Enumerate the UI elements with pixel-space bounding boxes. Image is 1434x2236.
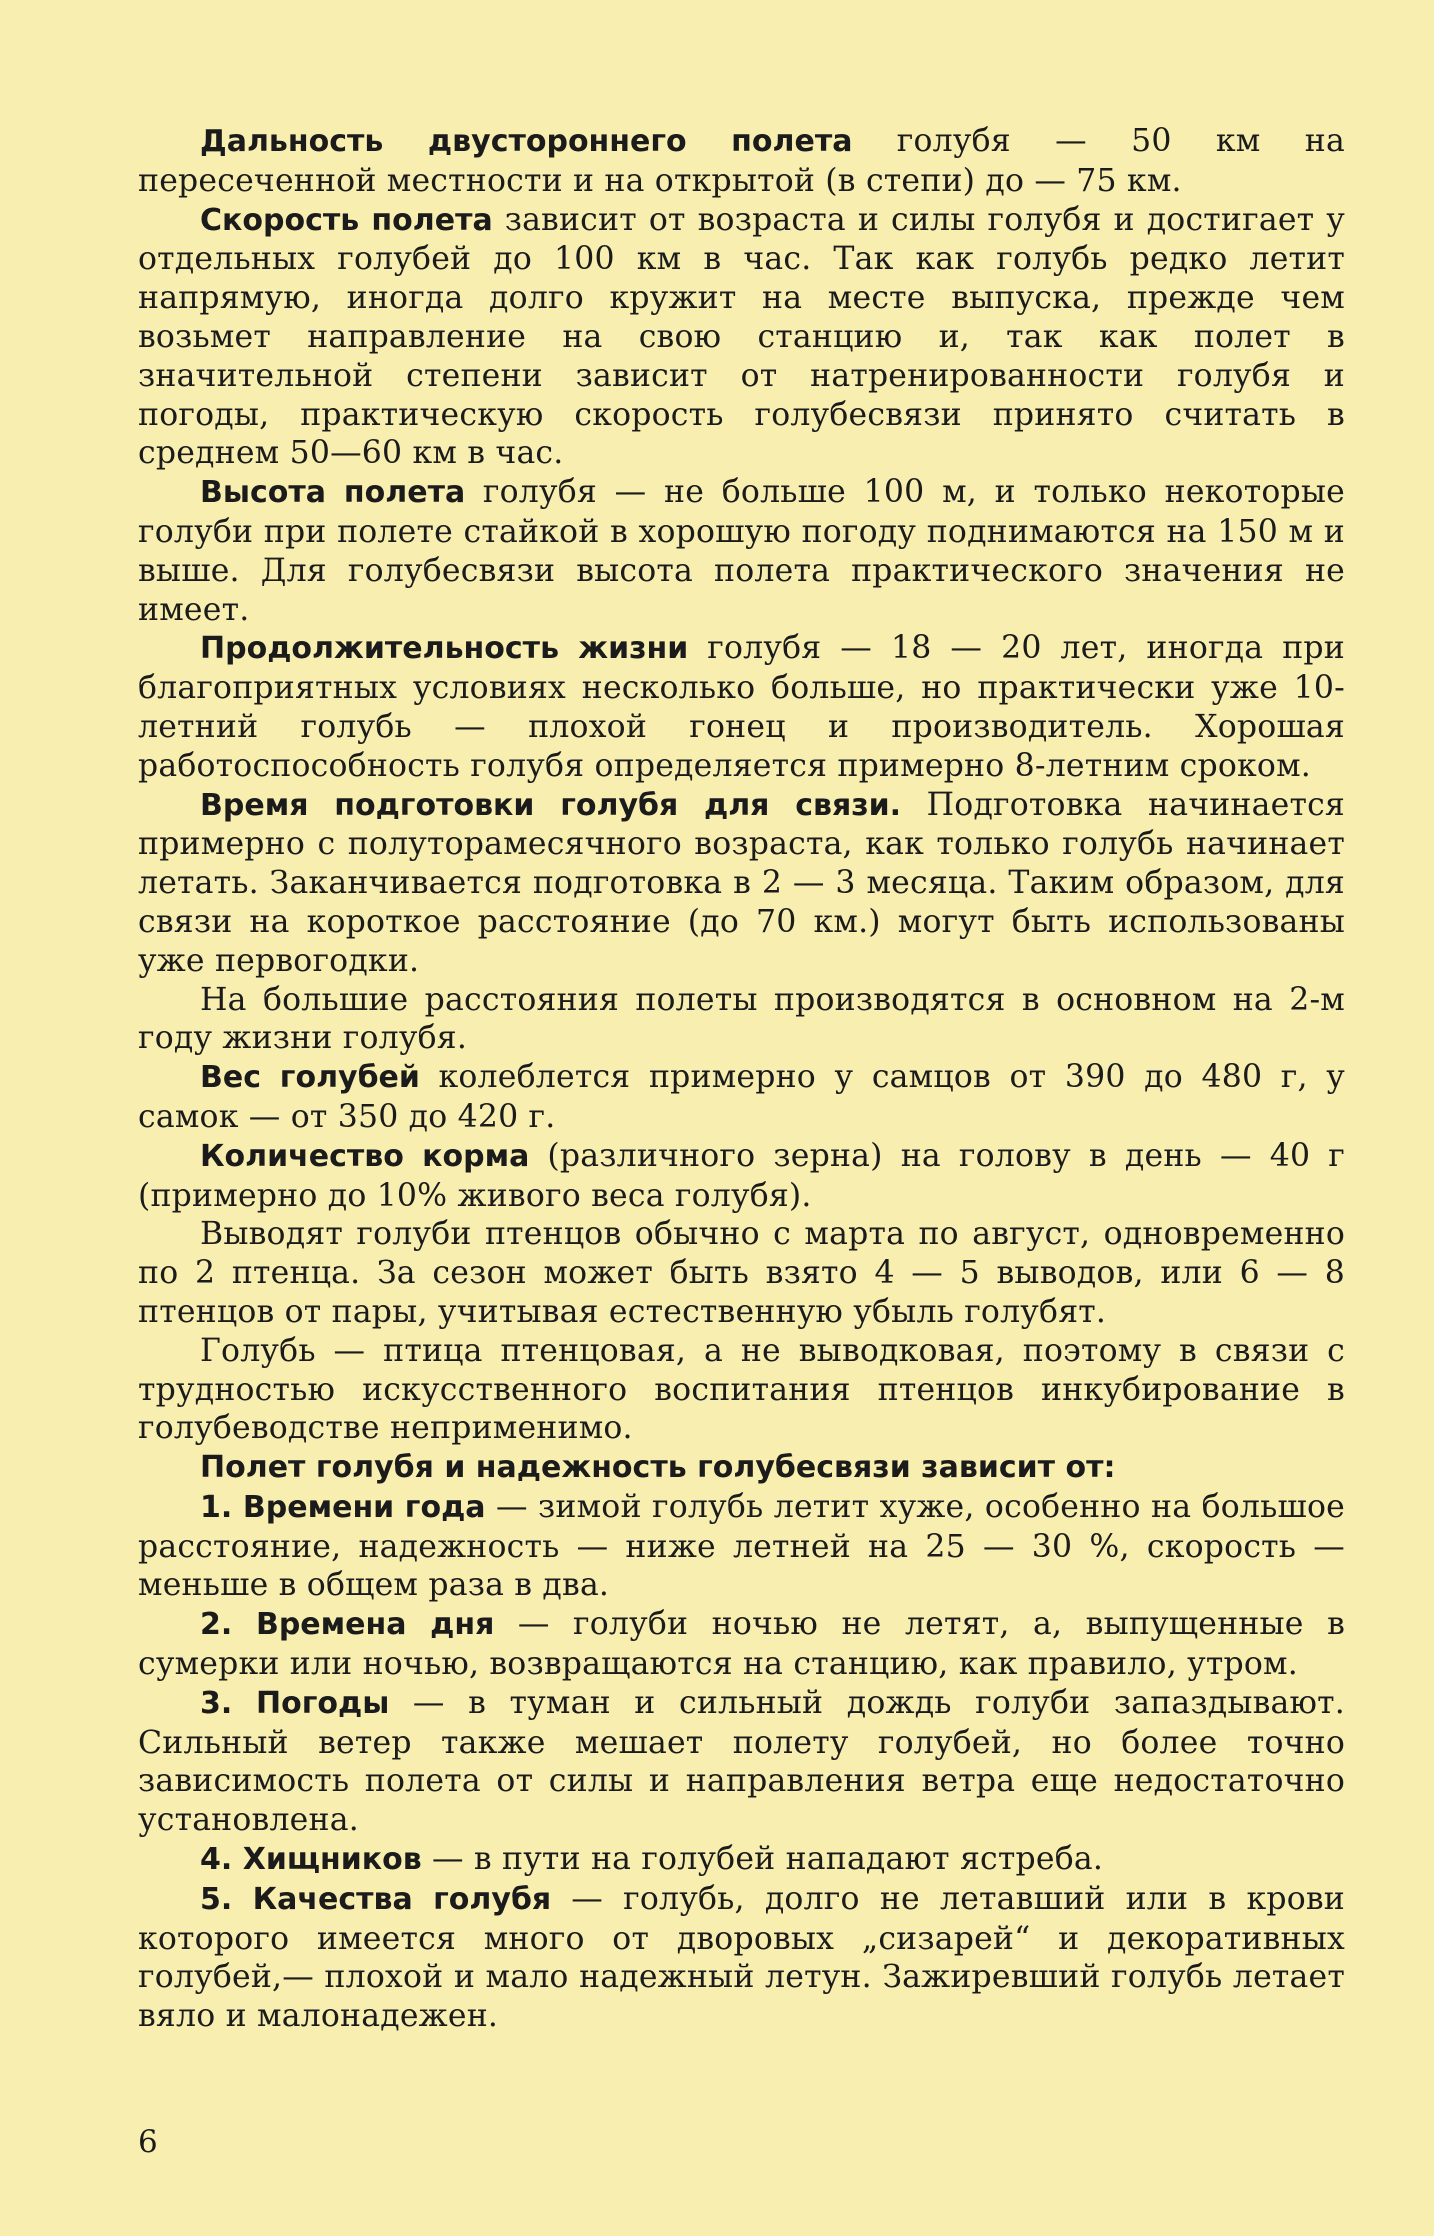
text-flight-altitude: голубя — не больше 100 м, и только некоторые голуби при полете стайкой в хорошую погоду поднимаются на 150 м и выше. Для голубесвязи высота полета практического значения не имеет.: [138, 474, 1345, 628]
term-flight-speed: Скорость полета: [200, 202, 493, 238]
paragraph-incubation: [138, 1332, 1345, 1448]
term-flight-range: Дальность двустороннего полета: [200, 124, 853, 159]
list-term-time-of-day: 2. Времена дня: [200, 1607, 495, 1643]
text-lifespan: голубя — 18 — 20 лет, иногда при благоприятных условиях несколько больше, но практически уже 10-летний голубь — плохой гонец и производитель. Хорошая работоспособность голубя определяется примерно 8-летним сроком.: [138, 630, 1345, 784]
paragraph-lifespan: [138, 629, 1345, 785]
paragraph-breeding: [138, 1215, 1345, 1331]
paragraph-feed: [138, 1137, 1345, 1216]
list-term-predators: 4. Хищников: [200, 1842, 422, 1878]
list-item-quality: [138, 1880, 1345, 2036]
list-term-quality: 5. Качества голубя: [200, 1881, 552, 1917]
list-text-quality: — голубь, долго не летавший или в крови которого имеется много от дворовых „сизарей“ и декоративных голубей,— плохой и мало надежный летун. Зажиревший голубь летает вяло и малонадежен.: [138, 1880, 1345, 2035]
paragraph-long-distance: [138, 981, 1345, 1059]
paragraph-training-time: [138, 786, 1345, 981]
paragraph-flight-range: [138, 122, 1345, 201]
list-text-predators: — в пути на голубей нападают ястреба.: [421, 1841, 1104, 1878]
list-item-season: [138, 1488, 1345, 1605]
text-flight-range: голубя — 50 км на пересеченной местности и на открытой (в степи) до — 75 км.: [138, 123, 1345, 199]
term-weight: Вес голубей: [200, 1060, 420, 1096]
list-item-weather: [138, 1684, 1345, 1840]
text-breeding: Выводят голуби птенцов обычно с марта по август, одновременно по 2 птенца. За сезон может быть взято 4 — 5 выводов, или 6 — 8 птенцов от пары, учитывая естественную убыль голубят.: [138, 1216, 1345, 1330]
page-body: [138, 122, 1345, 2036]
list-text-season: — зимой голубь летит хуже, особенно на большое расстояние, надежность — ниже летней на 25 — 30 %, скорость — меньше в общем раза в два.: [138, 1488, 1345, 1604]
list-item-time-of-day: [138, 1605, 1345, 1684]
paragraph-flight-altitude: [138, 473, 1345, 629]
term-training-time: Время подготовки голубя для связи.: [200, 787, 902, 823]
paragraph-flight-speed: [138, 201, 1345, 474]
text-long-distance: На большие расстояния полеты производятся в основном на 2-м году жизни голубя.: [138, 981, 1345, 1057]
text-incubation: Голубь — птица птенцовая, а не выводковая, поэтому в связи с трудностью искусственного воспитания птенцов инкубирование в голубеводстве неприменимо.: [138, 1332, 1345, 1447]
page-number: 6: [138, 2124, 158, 2160]
list-text-time-of-day: — голуби ночью не летят, а, выпущенные в сумерки или ночью, возвращаются на станцию, как правило, утром.: [138, 1606, 1346, 1683]
term-lifespan: Продолжительность жизни: [200, 631, 689, 667]
text-flight-speed: зависит от возраста и силы голубя и достигает у отдельных голубей до 100 км в час. Так как голубь редко летит напрямую, иногда долго кружит на месте выпуска, прежде чем возьмет направление на свою станцию и, так как полет в значительной степени зависит от натренированности голубя и погоды, практическую скорость голубесвязи принято считать в среднем 50—60 км в час.: [138, 201, 1345, 472]
text-weight: колеблется примерно у самцов от 390 до 480 г, у самок — от 350 до 420 г.: [138, 1059, 1345, 1135]
list-item-predators: [138, 1840, 1345, 1880]
text-feed: (различного зерна) на голову в день — 40 г (примерно до 10% живого веса голубя).: [138, 1137, 1345, 1214]
paragraph-weight: [138, 1058, 1345, 1137]
list-heading-text: Полет голубя и надежность голубесвязи зависит от:: [200, 1450, 1116, 1486]
text-training-time: Подготовка начинается примерно с полуторамесячного возраста, как только голубь начинает летать. Заканчивается подготовка в 2 — 3 месяца. Таким образом, для связи на короткое расстояние (до 70 км.) могут быть использованы уже первогодки.: [138, 786, 1345, 979]
list-term-season: 1. Времени года: [200, 1489, 486, 1525]
term-flight-altitude: Высота полета: [200, 475, 466, 511]
term-feed: Количество корма: [200, 1138, 530, 1174]
list-text-weather: — в туман и сильный дождь голуби запаздывают. Сильный ветер также мешает полету голубей, но более точно зависимость полета от силы и направления ветра еще недостаточно установлена.: [138, 1684, 1345, 1839]
list-heading: [138, 1448, 1345, 1488]
list-term-weather: 3. Погоды: [200, 1685, 390, 1721]
